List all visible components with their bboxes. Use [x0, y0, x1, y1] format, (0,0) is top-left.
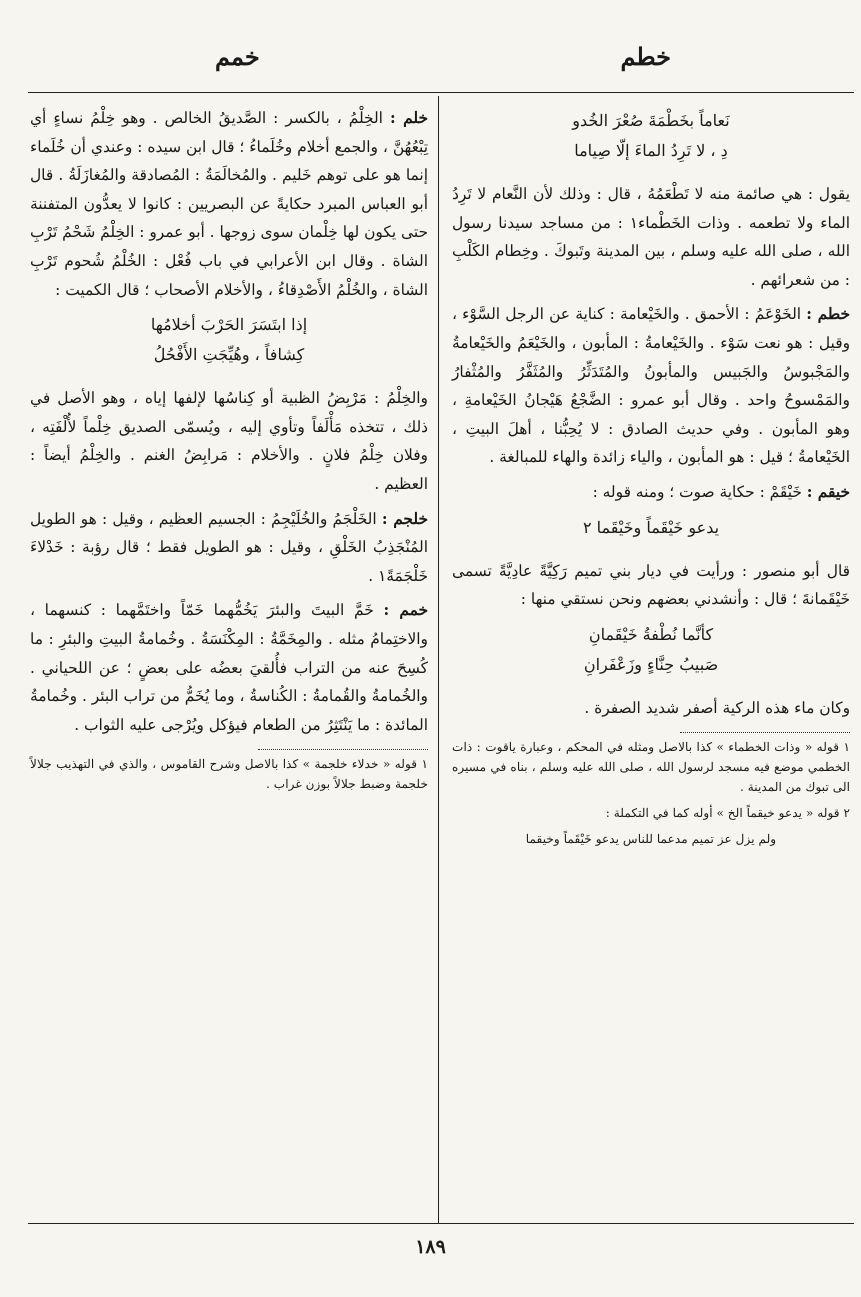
verse-block [452, 513, 850, 543]
headword: خمم : [383, 601, 428, 620]
footnote: ٢ قوله « يدعو خيقماً الخ » أوله كما في التكملة : [605, 806, 850, 821]
entry-khmm [30, 596, 428, 739]
entry-text: الخَوْعَمُ : الأحمق . والخَيْعامة : كناية عن الرجل السَّوْء ، وقيل : هو نعت سَوْء . والخَيْعامةُ : المأبون ، والخَيْعَمُ والخَيْعامةُ والمَجْبوسُ والجَبيس والمأبونُ والمُتَدَثِّرُ والمُثَفَّرُ والمُثْفارُ والمَمْسوحُ واحد . وقال أبو عمرو : الضَّجْعُ هَيْجانُ الخَيْعامةِ ، وهو المأبون . وفي حديث الصادق : لا يُحِبُّنا ، أهلَ البيتِ ، الخَيْعامةُ ؛ قيل : هو المأبون ، والياء زائدة والهاء للمبالغة . [452, 305, 850, 467]
header-rule [28, 92, 854, 93]
paragraph: وكان ماء هذه الركية أصفر شديد الصفرة . [584, 698, 850, 717]
right-column [452, 104, 850, 855]
verse-line: كِشافاً ، وهُيِّجَتِ الأَفْحُلُ [153, 345, 305, 365]
verse-block [452, 620, 850, 680]
footnote-rule [680, 732, 850, 733]
verse-line: كأنَّما نُطْفةُ خَيْقَمانِ [588, 624, 714, 644]
entry-khyqm [452, 478, 850, 507]
entry-khlm [30, 104, 428, 304]
column-divider [438, 96, 439, 1223]
headword: خيقم : [806, 482, 850, 501]
footnote: ١ قوله « خدلاء خلجمة » كذا بالاصل وشرح القاموس ، والذي في التهذيب جلالاً خلجمة وضبط جلالاً بوزن غراب . [30, 757, 428, 792]
running-header-right: خطم [620, 42, 671, 71]
paragraph: والخِلْمُ : مَرْبِضُ الظبية أو كِناسُها لإلفها إياه ، وهو الأصل في ذلك ، تتخذه مَأْلَفاً وتأوي إليه ، ويُسمّى الصديق خِلْماً لأُلْفَتِه ، وفلان خِلْمُ فلانٍ . والأخلام : مَرابِضُ الغنم . والخِلْمُ أيضاً : العظيم . [30, 389, 428, 493]
verse-block [30, 310, 428, 370]
entry-khljm [30, 505, 428, 591]
entry-text: الخَلْجَمُ والخُلَيْجِمُ : الجسيم العظيم ، وقيل : هو الطويل المُنْجَذِبُ الخَلْقِ ، وقيل : هو الطويل فقط ؛ قال رؤبة : خَدْلاءَ خَلْجَمَةً١ . [30, 509, 428, 585]
page-number: ١٨٩ [415, 1236, 446, 1258]
paragraph: يقول : هي صائمة منه لا تَطْعَمُهُ ، قال : وذلك لأن النَّعام لا تَرِدُ الماء ولا تطعمه . وذات الخَطْماء١ : من مساجد سيدنا رسول الله ، صلى الله عليه وسلم ، بين المدينة وتَبوكَ . وخِطام الكَلْبِ : من شعرائهم . [452, 185, 850, 289]
headword: خلم : [389, 109, 428, 127]
headword: خطم : [806, 305, 850, 324]
entry-text: خَمَّ البيتَ والبئرَ يَخُمُّهما خَمّاً واختَمَّهما : كنسهما ، والاختِمامُ مثله . والمِخَمَّةُ : المِكْنَسَةُ . وخُمامةُ البيتِ والبئرِ : ما كُسِحَ عنه من التراب فأُلقيَ بعضُه على بعضٍ ؛ عن اللحياني . والخُمامةُ والقُمامةُ : الكُناسةُ ، وما يُخَمُّ من تراب البئر . وخُمامةُ المائدة : ما يَنْتَثِرُ من الطعام فيؤكل ويُرْجى عليه الثواب . [30, 601, 428, 734]
footnote: ١ قوله « وذات الخطماء » كذا بالاصل ومثله في المحكم ، وعبارة ياقوت : ذات الخطمي موضع فيه مسجد لرسول الله ، صلى الله عليه وسلم ، بناه في مسيره الى تبوك من المدينة . [452, 740, 850, 795]
footer-rule [28, 1223, 854, 1224]
entry-text: خَيْقَمْ : حكاية صوت ؛ ومنه قوله : [592, 482, 802, 501]
footnote-verse: ولم يزل عز تميم مدعما للناس يدعو خَيْقَماً وخيقما [525, 832, 777, 847]
verse-line: نَعاماً بخَطْمَةَ صُعْرَ الخُدو [572, 111, 730, 130]
verse-line: إذا ابتَسَرَ الحَرْبَ أخلامُها [150, 315, 308, 335]
left-column [30, 104, 428, 800]
verse-line: صَبيبُ حِنَّاءٍ وزَعْفَرانِ [583, 654, 719, 674]
entry-khtm [452, 300, 850, 472]
verse-block [452, 106, 850, 166]
running-header-left: خمم [215, 42, 260, 71]
verse-line: دِ ، لا تَرِدُ الماءَ إلّا صِياما [574, 141, 728, 160]
headword: خلجم : [381, 509, 428, 528]
paragraph: قال أبو منصور : ورأيت في ديار بني تميم رَكِيَّةً عادِيَّةً تسمى خَيْقَمانةَ ؛ قال : وأنشدني بعضهم ونحن نستقي منها : [452, 561, 850, 609]
verse-line: يدعو خَيْقَماً وخَيْقَما ٢ [582, 517, 720, 537]
footnote-rule [258, 749, 428, 750]
entry-text: الخِلْمُ ، بالكسر : الصَّديقُ الخالص . وهو خِلْمُ نساءٍ أي تِبْعُهُنَّ ، والجمع أخلام وخُلَماءُ ؛ قال ابن سيده : وعندي أن خُلَماء إنما هو على توهم خَليم . والمُخالَمَةُ : المُصادقة والمُغازَلَةُ . قال أبو العباس المبرد حكايةً عن البصريين : كانوا لا يعدُّون المتفننة حتى يكون لها خِلْمان سوى زوجها . أبو عمرو : الخِلْمُ شَحْمُ تَرْبِ الشاة . وقال ابن الأعرابي في باب فُعْل : الخُلْمُ شُحوم تَرْبِ الشاة ، والخُلْمُ الأَصْدِقاءُ ، والأخلام الأصحاب ؛ قال الكميت : [30, 109, 428, 299]
